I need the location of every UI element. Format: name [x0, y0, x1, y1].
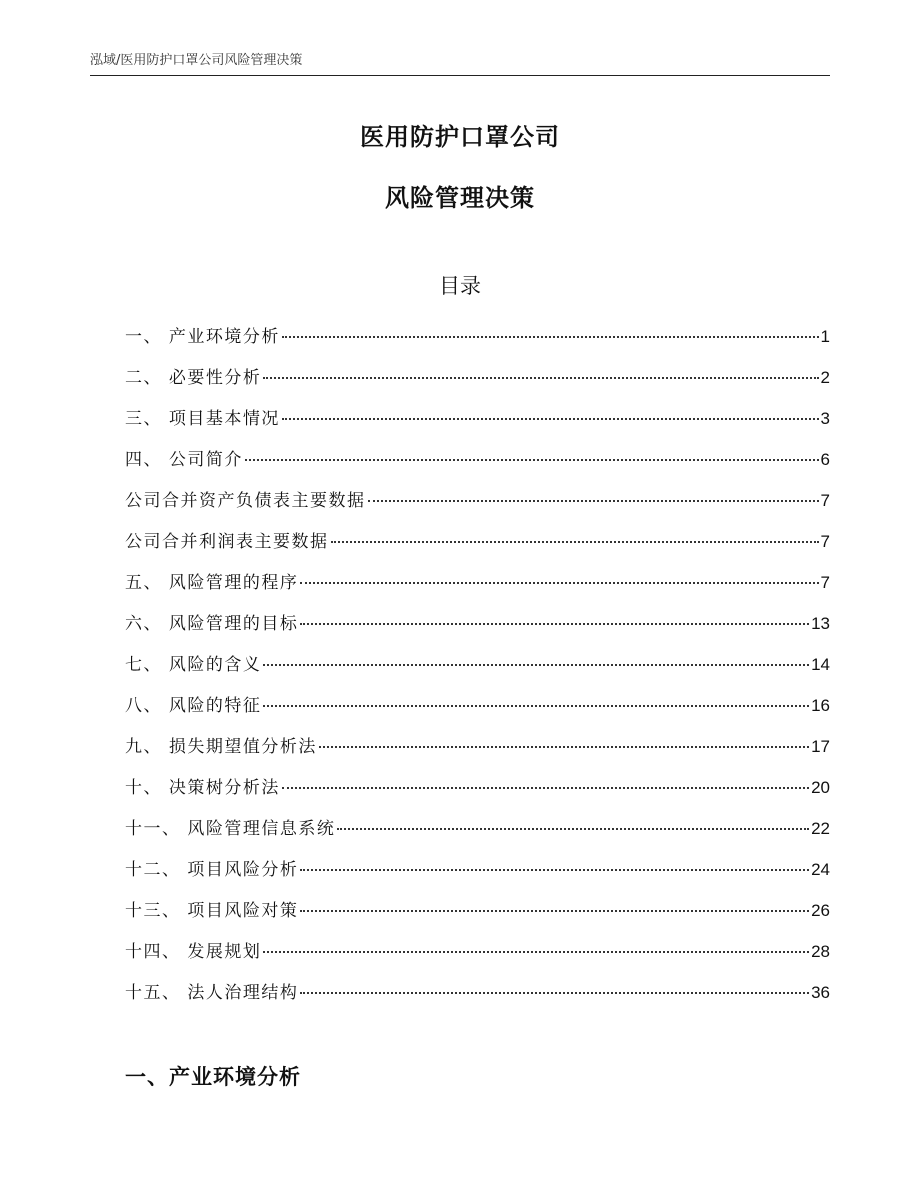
toc-entry[interactable]: [125, 444, 830, 485]
toc-entry[interactable]: [125, 526, 830, 567]
toc-dot-leader: [245, 459, 819, 461]
toc-entry-page-number: 14: [811, 655, 830, 674]
toc-entry-page-number: 6: [820, 450, 830, 469]
toc-entry-page-number: 28: [811, 942, 830, 961]
toc-entry-page-number: 17: [811, 737, 830, 756]
toc-dot-leader: [263, 664, 809, 666]
toc-dot-leader: [319, 746, 809, 748]
toc-entry[interactable]: [125, 608, 830, 649]
toc-entry-page-number: 20: [811, 778, 830, 797]
toc-entry-page-number: 26: [811, 901, 830, 920]
toc-entry-label: 公司合并利润表主要数据: [125, 532, 329, 552]
toc-entry-label: 十四、 发展规划: [125, 942, 262, 962]
toc-entry[interactable]: [125, 813, 830, 854]
toc-entry-label: 三、 项目基本情况: [125, 409, 280, 429]
toc-entry-label: 四、 公司简介: [125, 450, 243, 470]
toc-dot-leader: [263, 705, 809, 707]
toc-entry[interactable]: [125, 485, 830, 526]
toc-entry-page-number: 13: [811, 614, 830, 633]
toc-entry-page-number: 7: [820, 573, 830, 592]
toc-entry-page-number: 22: [811, 819, 830, 838]
toc-entry-page-number: 2: [820, 368, 830, 387]
toc-entry-label: 十二、 项目风险分析: [125, 860, 299, 880]
toc-entry-page-number: 7: [820, 491, 830, 510]
toc-entry[interactable]: [125, 649, 830, 690]
toc-entry-page-number: 24: [811, 860, 830, 879]
toc-entry-label: 十一、 风险管理信息系统: [125, 819, 336, 839]
toc-entry-label: 七、 风险的含义: [125, 655, 262, 675]
document-title-line-2: 风险管理决策: [385, 184, 535, 212]
toc-entry[interactable]: [125, 936, 830, 977]
toc-entry-label: 五、 风险管理的程序: [125, 573, 299, 593]
toc-entry[interactable]: [125, 772, 830, 813]
toc-dot-leader: [300, 582, 818, 584]
toc-dot-leader: [331, 541, 819, 543]
toc-dot-leader: [282, 336, 819, 338]
toc-entry[interactable]: [125, 690, 830, 731]
toc-entry-label: 公司合并资产负债表主要数据: [125, 491, 366, 511]
toc-entry-label: 十三、 项目风险对策: [125, 901, 299, 921]
toc-dot-leader: [263, 377, 818, 379]
toc-dot-leader: [263, 951, 809, 953]
toc-entry[interactable]: [125, 854, 830, 895]
toc-entry-page-number: 7: [820, 532, 830, 551]
toc-entry-page-number: 36: [811, 983, 830, 1002]
toc-dot-leader: [300, 623, 809, 625]
toc-entry[interactable]: [125, 731, 830, 772]
toc-dot-leader: [337, 828, 809, 830]
document-title-line-1: 医用防护口罩公司: [360, 123, 560, 151]
section-heading: 一、产业环境分析: [125, 1065, 301, 1089]
toc-dot-leader: [368, 500, 819, 502]
toc-entry-page-number: 16: [811, 696, 830, 715]
toc-heading: 目录: [439, 274, 481, 298]
toc-entry-label: 二、 必要性分析: [125, 368, 262, 388]
toc-entry-label: 六、 风险管理的目标: [125, 614, 299, 634]
toc-entry-page-number: 3: [820, 409, 830, 428]
table-of-contents: [125, 321, 830, 1018]
toc-dot-leader: [300, 869, 809, 871]
toc-entry[interactable]: [125, 977, 830, 1018]
toc-entry-label: 一、 产业环境分析: [125, 327, 280, 347]
toc-dot-leader: [300, 910, 809, 912]
toc-dot-leader: [282, 787, 809, 789]
toc-entry-label: 九、 损失期望值分析法: [125, 737, 317, 757]
toc-entry-label: 十、 决策树分析法: [125, 778, 280, 798]
toc-entry[interactable]: [125, 567, 830, 608]
toc-entry-label: 十五、 法人治理结构: [125, 983, 299, 1003]
header-rule: [90, 75, 830, 76]
toc-entry[interactable]: [125, 895, 830, 936]
toc-dot-leader: [300, 992, 809, 994]
toc-dot-leader: [282, 418, 819, 420]
toc-entry-page-number: 1: [820, 327, 830, 346]
toc-entry[interactable]: [125, 362, 830, 403]
running-header: 泓域/医用防护口罩公司风险管理决策: [90, 53, 303, 68]
toc-entry[interactable]: [125, 321, 830, 362]
toc-entry[interactable]: [125, 403, 830, 444]
toc-entry-label: 八、 风险的特征: [125, 696, 262, 716]
